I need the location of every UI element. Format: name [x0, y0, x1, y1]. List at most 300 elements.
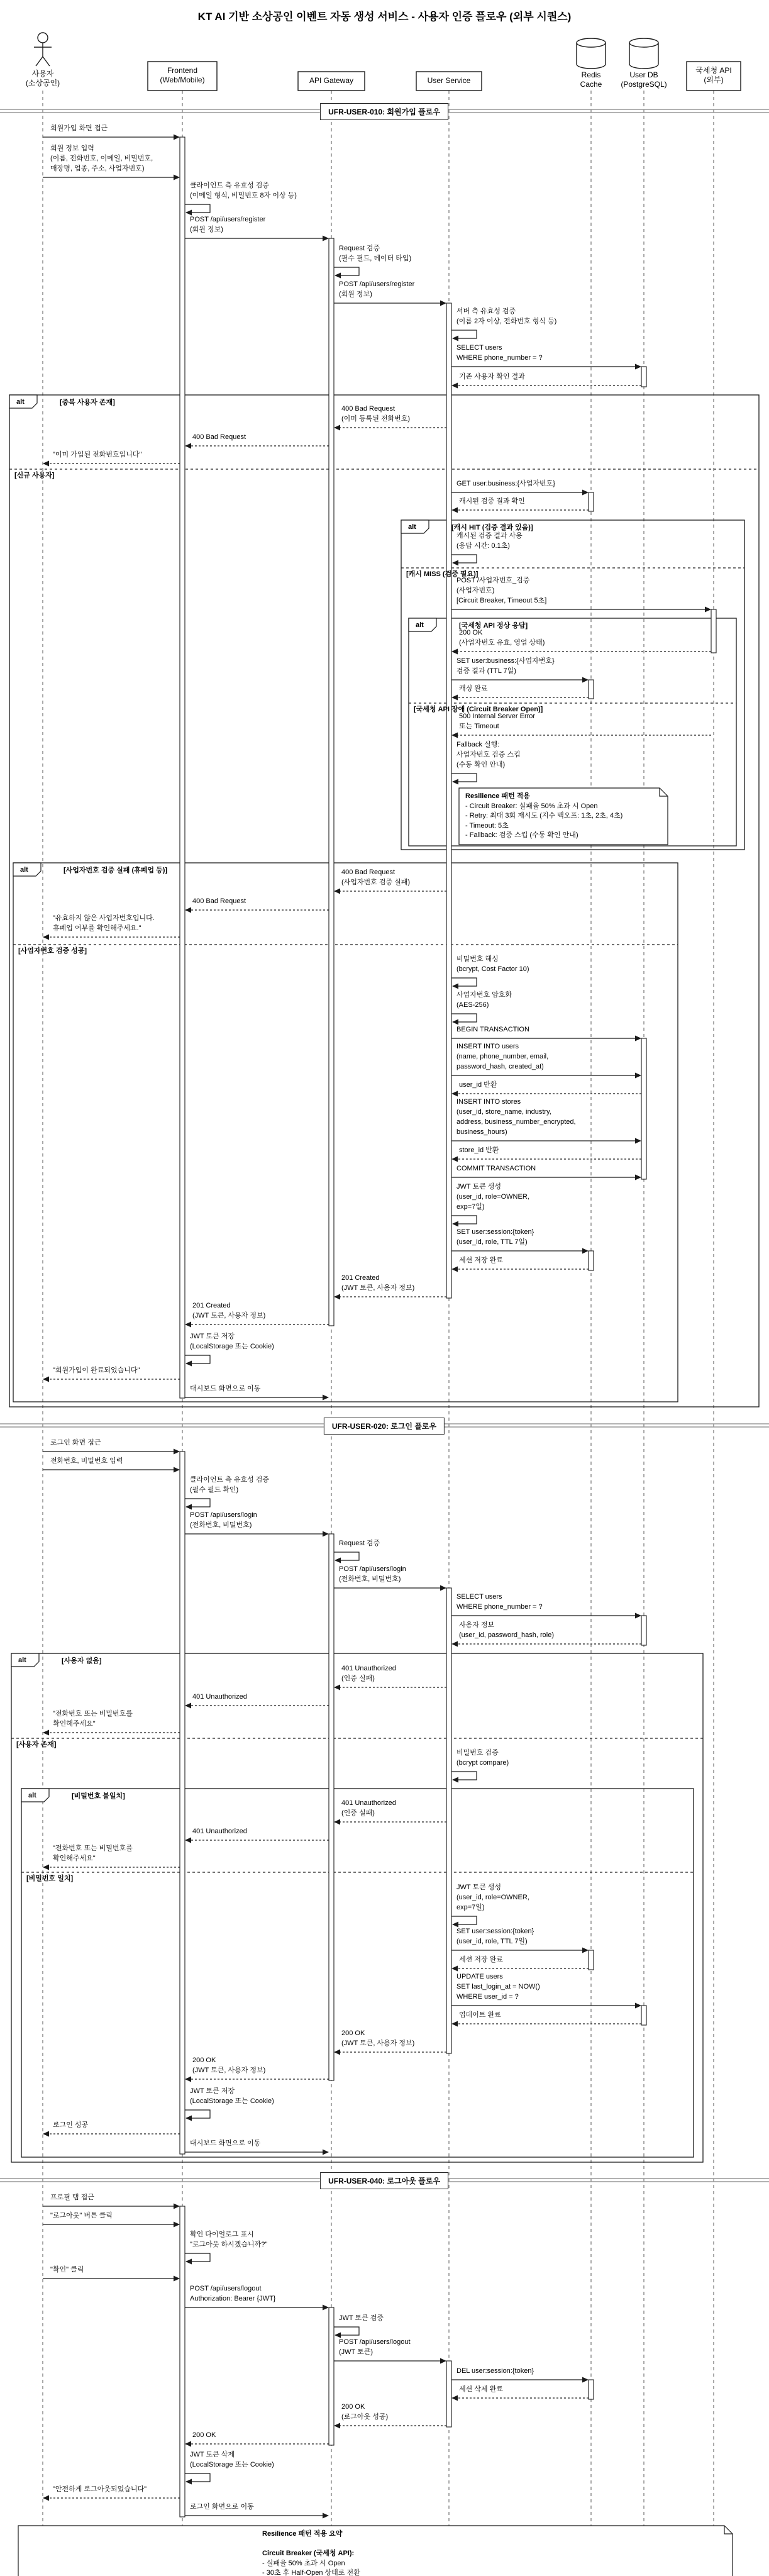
label-line: (이름, 전화번호, 이메일, 비밀번호, [50, 155, 153, 162]
message-arrowhead [451, 1267, 458, 1272]
message-label [459, 1620, 554, 1640]
label-line: [사업자번호 검증 실패 (휴폐업 등)] [64, 867, 168, 874]
self-arrowhead [452, 560, 458, 566]
message-arrowhead [323, 1531, 329, 1537]
message-label [456, 479, 555, 489]
activation-nts [711, 609, 716, 653]
self-arrowhead [335, 1558, 341, 1563]
label-line: "유효하지 않은 사업자번호입니다. [53, 914, 155, 922]
message-label [190, 2502, 254, 2512]
label-line: [사업자번호 검증 성공] [18, 947, 87, 955]
alt-operator [28, 1790, 36, 1801]
message-arrowhead [635, 2003, 641, 2009]
label-line: [중복 사용자 존재] [60, 399, 115, 406]
label-line: (name, phone_number, email, [456, 1053, 549, 1060]
label-line: 프로필 탭 접근 [50, 2194, 94, 2201]
label-line: address, business_number_encrypted, [456, 1118, 576, 1126]
label-line: (Web/Mobile) [160, 75, 205, 84]
note [465, 792, 622, 841]
activation-frontend [180, 1452, 185, 2154]
message-arrowhead [185, 1322, 191, 1328]
message-label [456, 2366, 534, 2376]
message-label [341, 1273, 414, 1293]
diagram-title: KT AI 기반 소상공인 이벤트 자동 생성 서비스 - 사용자 인증 플로우 (외부 시퀀스) [197, 11, 572, 23]
label-line: "확인" 클릭 [50, 2266, 84, 2273]
note-line: Resilience 패턴 적용 [465, 792, 531, 800]
label-line: BEGIN TRANSACTION [456, 1026, 529, 1033]
participant-label-frontend [160, 66, 204, 85]
label-line: [국세청 API 정상 응답] [459, 622, 528, 630]
alt-operator [416, 620, 424, 630]
activation-userdb [641, 367, 646, 387]
message-label [456, 954, 529, 974]
activation-redis [589, 2380, 594, 2399]
message-arrowhead [334, 425, 340, 431]
message-arrowhead [323, 2513, 329, 2519]
message-arrowhead [451, 733, 458, 738]
message-arrowhead [334, 889, 340, 894]
label-line: 기존 사용자 확인 결과 [459, 373, 525, 380]
message-label [459, 496, 525, 506]
section-divider-label: UFR-USER-040: 로그아웃 플로우 [320, 2172, 448, 2189]
message-arrowhead [185, 1838, 191, 1843]
label-line: 200 OK [341, 2029, 365, 2037]
message-label [50, 143, 153, 174]
label-line: 로그인 화면 접근 [50, 1439, 101, 1446]
label-line: 401 Unauthorized [341, 1665, 396, 1672]
message-arrowhead [174, 135, 180, 140]
label-line: (AES-256) [456, 1001, 489, 1009]
label-line: (이메일 형식, 비밀번호 8자 이상 등) [190, 192, 297, 199]
participant-label-service [428, 76, 471, 86]
label-line: (이미 등록된 전화번호) [341, 415, 411, 423]
participant-label-user [26, 69, 60, 88]
actor-leg [36, 57, 43, 66]
label-line: 비밀번호 해싱 [456, 955, 499, 963]
message-label [459, 2010, 501, 2020]
self-arrowhead [452, 1221, 458, 1227]
label-line: (이름 2자 이상, 전화번호 형식 등) [456, 318, 557, 325]
label-line: DEL user:session:{token} [456, 2367, 534, 2375]
alt-else-guard [16, 1740, 57, 1750]
label-line: (로그아웃 성공) [341, 2413, 389, 2421]
label-line: "이미 가입된 전화번호입니다" [53, 451, 142, 458]
label-line: 국세청 API [695, 66, 732, 75]
activation-userdb [641, 1038, 646, 1179]
message-arrowhead [43, 2496, 49, 2501]
label-line: 200 OK [459, 629, 483, 636]
message-arrowhead [451, 1157, 458, 1162]
message-arrowhead [174, 175, 180, 180]
label-line: 회원 정보 입력 [50, 145, 94, 152]
message-label [459, 628, 545, 648]
activation-redis [589, 1950, 594, 1970]
self-arrowhead [185, 2259, 192, 2265]
label-line: POST /api/users/register [339, 280, 415, 288]
label-line: [Circuit Breaker, Timeout 5초] [456, 597, 547, 604]
label-line: SELECT users [456, 1593, 502, 1601]
message-arrowhead [451, 1966, 458, 1972]
database-cylinder-top-redis [577, 38, 606, 47]
label-line: 세션 저장 완료 [459, 1956, 503, 1963]
message-label [459, 711, 535, 731]
label-line: 200 OK [192, 2057, 216, 2064]
label-line: 401 Unauthorized [192, 1828, 247, 1835]
message-label [192, 432, 246, 442]
message-arrowhead [43, 461, 49, 467]
label-line: 대시보드 화면으로 이동 [190, 2140, 261, 2147]
label-line: 업데이트 완료 [459, 2011, 501, 2019]
label-line: (bcrypt compare) [456, 1759, 509, 1767]
label-line: "안전하게 로그아웃되었습니다" [53, 2485, 147, 2493]
label-line: (JWT 토큰, 사용자 정보) [341, 2040, 415, 2047]
alt-guard [60, 397, 115, 408]
label-line: INSERT INTO stores [456, 1098, 521, 1106]
participant-label-redis [580, 70, 602, 89]
message-arrowhead [582, 1948, 589, 1953]
label-line: SET user:session:{token} [456, 1228, 534, 1236]
message-label [50, 2265, 84, 2275]
label-line: INSERT INTO users [456, 1043, 519, 1050]
label-line: store_id 반환 [459, 1146, 499, 1154]
actor-leg [43, 57, 50, 66]
label-line: COMMIT TRANSACTION [456, 1165, 536, 1172]
label-line: (user_id, role, TTL 7일) [456, 1938, 528, 1945]
label-line: (user_id, role, TTL 7일) [456, 1238, 528, 1246]
label-line: SET user:business:{사업자번호} [456, 657, 555, 665]
alt-else-guard [14, 470, 55, 480]
label-line: (LocalStorage 또는 Cookie) [190, 2097, 274, 2105]
message-label [339, 2337, 411, 2357]
message-arrowhead [440, 301, 446, 306]
note-line: Resilience 패턴 적용 요약 [262, 2530, 343, 2538]
message-arrowhead [185, 1703, 191, 1709]
label-line: 또는 Timeout [459, 723, 499, 730]
message-arrowhead [451, 383, 458, 389]
message-label [190, 2284, 275, 2304]
message-label [456, 1748, 509, 1768]
label-line: (PostgreSQL) [621, 80, 667, 89]
label-line: (회원 정보) [190, 226, 223, 233]
note-line: - 30초 후 Half-Open 상태로 전환 [262, 2569, 360, 2576]
message-label [339, 1538, 380, 1548]
message-label [192, 896, 246, 906]
self-arrowhead [185, 1361, 192, 1367]
label-line: 400 Bad Request [341, 869, 396, 876]
participant-label-gateway [309, 76, 353, 86]
note-line [262, 2540, 360, 2550]
label-line: 사업자번호 암호화 [456, 991, 512, 999]
label-line: Authorization: Bearer {JWT} [190, 2295, 276, 2302]
note-line: - 실패율 50% 초과 시 Open [262, 2559, 345, 2567]
label-line: [캐시 MISS (검증 필요)] [406, 570, 479, 578]
label-line: (user_id, role=OWNER, [456, 1894, 529, 1901]
label-line: 서버 측 유효성 검증 [456, 308, 516, 315]
activation-userdb [641, 1616, 646, 1645]
label-line: (전화번호, 비밀번호) [190, 1521, 252, 1529]
message-arrowhead [323, 2305, 329, 2311]
label-line: POST /api/users/login [339, 1565, 406, 1573]
message-label [339, 2313, 384, 2323]
label-line: WHERE user_id = ? [456, 1993, 519, 2001]
message-arrowhead [174, 1449, 180, 1455]
participant-label-userdb [621, 70, 667, 89]
self-arrowhead [185, 2116, 192, 2121]
activation-frontend [180, 137, 185, 1398]
message-label [456, 575, 546, 606]
alt-frame [13, 863, 678, 1402]
label-line: 확인해주세요" [53, 1720, 96, 1728]
actor-head [38, 33, 48, 43]
label-line: "회원가입이 완료되었습니다" [53, 1367, 140, 1374]
label-line: [캐시 HIT (검증 결과 있음)] [451, 524, 533, 531]
label-line: 캐시된 검증 결과 사용 [456, 532, 523, 540]
label-line: Request 검증 [339, 245, 380, 252]
message-label [459, 372, 525, 382]
message-label [339, 1564, 406, 1584]
section-divider-label: UFR-USER-010: 회원가입 플로우 [320, 103, 448, 120]
label-line: user_id 반환 [459, 1081, 497, 1089]
message-arrowhead [705, 607, 711, 613]
message-label [190, 180, 297, 201]
label-line: 전화번호, 비밀번호 입력 [50, 1457, 123, 1465]
activation-redis [589, 680, 594, 699]
label-line: (LocalStorage 또는 Cookie) [190, 1343, 274, 1350]
message-label [53, 913, 155, 933]
self-arrowhead [452, 779, 458, 785]
message-label [192, 1826, 247, 1836]
alt-guard [62, 1656, 102, 1666]
message-arrowhead [174, 1467, 180, 1473]
label-line: alt [416, 621, 424, 629]
activation-gateway [329, 2307, 334, 2445]
label-line: [사용자 없음] [62, 1657, 102, 1665]
message-label [190, 214, 265, 235]
message-label [459, 1080, 497, 1090]
activation-service [446, 303, 451, 1298]
label-line: (인증 실패) [341, 1675, 375, 1682]
message-label [456, 343, 543, 363]
label-line: [비밀번호 일치] [26, 1875, 74, 1882]
self-arrowhead [452, 984, 458, 989]
message-arrowhead [174, 2222, 180, 2228]
label-line: password_hash, created_at) [456, 1063, 544, 1070]
message-label [190, 1510, 257, 1530]
label-line: 세션 삭제 완료 [459, 2385, 503, 2393]
label-line: 매장명, 업종, 주소, 사업자번호) [50, 165, 145, 172]
message-label [456, 1097, 576, 1137]
alt-else-guard [26, 1874, 73, 1884]
label-line: 클라이언트 측 유효성 검증 [190, 1476, 270, 1484]
label-line: POST /api/users/login [190, 1511, 257, 1519]
message-label [341, 1663, 396, 1684]
message-arrowhead [323, 1395, 329, 1401]
label-line: JWT 토큰 삭제 [190, 2451, 235, 2458]
label-line: 사업자번호 검증 스킵 [456, 751, 521, 758]
message-arrowhead [43, 2131, 49, 2137]
message-label [456, 990, 512, 1010]
message-arrowhead [451, 695, 458, 701]
label-line: Frontend [167, 66, 198, 75]
label-line: 회원가입 화면 접근 [50, 125, 108, 132]
message-label [192, 1301, 265, 1321]
label-line: WHERE phone_number = ? [456, 1603, 543, 1611]
label-line: 캐시된 검증 결과 확인 [459, 497, 525, 505]
message-arrowhead [334, 2050, 340, 2055]
message-label [341, 2028, 414, 2048]
label-line: 400 Bad Request [341, 405, 396, 413]
message-arrowhead [43, 1377, 49, 1382]
label-line: (LocalStorage 또는 Cookie) [190, 2461, 274, 2468]
section-divider-label: UFR-USER-020: 로그인 플로우 [324, 1418, 445, 1435]
message-arrowhead [582, 677, 589, 683]
label-line: Request 검증 [339, 1540, 380, 1547]
message-label [53, 450, 141, 460]
message-arrowhead [334, 1819, 340, 1825]
label-line: 클라이언트 측 유효성 검증 [190, 182, 270, 189]
label-line: 201 Created [192, 1302, 231, 1309]
label-line: 201 Created [341, 1274, 380, 1282]
message-label [459, 1255, 503, 1265]
label-line: (bcrypt, Cost Factor 10) [456, 965, 529, 973]
label-line: 500 Internal Server Error [459, 713, 536, 720]
message-label [456, 1163, 536, 1174]
label-line: JWT 토큰 생성 [456, 1884, 502, 1891]
message-label [50, 123, 108, 133]
label-line: (필수 필드, 데이터 타입) [339, 255, 412, 262]
self-arrowhead [185, 2479, 192, 2485]
message-label [456, 306, 556, 326]
label-line: (회원 정보) [339, 291, 372, 298]
message-label [50, 2211, 113, 2221]
message-arrowhead [635, 1073, 641, 1079]
message-arrowhead [635, 1175, 641, 1180]
activation-gateway [329, 238, 334, 1326]
message-label [190, 1384, 260, 1394]
message-arrowhead [635, 364, 641, 370]
label-line: "로그아웃 하시겠습니까?" [190, 2241, 268, 2248]
label-line: 로그인 화면으로 이동 [190, 2503, 254, 2511]
message-label [190, 2229, 267, 2250]
message-label [456, 1926, 534, 1946]
message-arrowhead [43, 935, 49, 940]
message-arrowhead [451, 508, 458, 513]
message-arrowhead [451, 2396, 458, 2401]
self-arrowhead [452, 336, 458, 341]
label-line: 세션 저장 완료 [459, 1257, 503, 1264]
message-arrowhead [174, 2204, 180, 2209]
label-line: 200 OK [341, 2403, 365, 2411]
message-label [53, 1843, 133, 1863]
label-line: (인증 실패) [341, 1809, 375, 1817]
message-arrowhead [334, 2423, 340, 2429]
message-label [459, 2384, 503, 2394]
label-line: (응답 시간: 0.1초) [456, 542, 510, 550]
note-line: - Retry: 최대 3회 재시도 (지수 백오프: 1초, 2초, 4초) [465, 812, 623, 819]
activation-service [446, 1588, 451, 2053]
label-line: (수동 확인 안내) [456, 761, 506, 769]
label-line: POST /사업자번호_검증 [456, 577, 530, 584]
alt-operator [408, 522, 416, 532]
label-line: JWT 토큰 검증 [339, 2314, 384, 2322]
label-line: (JWT 토큰, 사용자 정보) [341, 1284, 415, 1292]
note-line: - Timeout: 5초 [465, 821, 509, 830]
label-line: JWT 토큰 저장 [190, 1333, 235, 1340]
activation-redis [589, 1251, 594, 1270]
note-line: - Fallback: 검증 스킵 (수동 확인 안내) [465, 831, 578, 839]
message-arrowhead [635, 1036, 641, 1041]
message-label [456, 1592, 543, 1612]
label-line: 비밀번호 검증 [456, 1749, 499, 1757]
label-line: User DB [629, 70, 658, 79]
message-label [192, 1692, 247, 1702]
message-arrowhead [440, 2358, 446, 2364]
message-arrowhead [451, 1641, 458, 1647]
message-arrowhead [334, 1294, 340, 1300]
message-arrowhead [185, 908, 191, 913]
message-label [456, 1972, 540, 2002]
label-line: Cache [580, 80, 602, 89]
label-line: "로그아웃" 버튼 클릭 [50, 2212, 113, 2219]
label-line: 확인해주세요" [53, 1855, 96, 1862]
message-label [341, 404, 410, 424]
label-line: (사업자번호 검증 실패) [341, 879, 411, 886]
label-line: Fallback 실행: [456, 741, 500, 748]
message-label [50, 1456, 123, 1466]
label-line: SELECT users [456, 344, 502, 352]
label-line: 확인 다이얼로그 표시 [190, 2231, 254, 2238]
database-cylinder-top-userdb [629, 38, 658, 47]
note-box [18, 2526, 733, 2576]
alt-frame [11, 1653, 703, 2162]
label-line: (전화번호, 비밀번호) [339, 1575, 401, 1583]
message-arrowhead [43, 1730, 49, 1736]
alt-frame [9, 395, 759, 1407]
message-label [53, 2120, 88, 2130]
message-label [456, 1182, 529, 1212]
message-label [190, 2086, 274, 2106]
message-label [456, 531, 523, 551]
message-arrowhead [174, 2276, 180, 2282]
label-line: (user_id, store_name, industry, [456, 1108, 551, 1116]
label-line: business_hours) [456, 1128, 507, 1136]
message-arrowhead [440, 1585, 446, 1591]
label-line: alt [408, 523, 416, 531]
label-line: GET user:business:{사업자번호} [456, 480, 555, 487]
label-line: (JWT 토큰, 사용자 정보) [192, 2067, 266, 2074]
self-arrowhead [185, 1504, 192, 1510]
label-line: (user_id, role=OWNER, [456, 1193, 529, 1201]
label-line: exp=7일) [456, 1203, 485, 1211]
label-line: [비밀번호 불일치] [72, 1792, 125, 1800]
message-arrowhead [185, 2077, 191, 2082]
message-label [459, 684, 488, 694]
label-line: WHERE phone_number = ? [456, 354, 543, 362]
note [262, 2529, 360, 2576]
message-label [341, 1798, 396, 1818]
message-arrowhead [582, 1248, 589, 1254]
label-line: 사용자 [31, 69, 54, 78]
label-line: exp=7일) [456, 1904, 485, 1911]
activation-frontend [180, 2206, 185, 2517]
message-label [456, 1024, 529, 1035]
label-line: 대시보드 화면으로 이동 [190, 1385, 261, 1392]
alt-operator [16, 397, 25, 407]
message-label [53, 2484, 147, 2494]
label-line: JWT 토큰 저장 [190, 2087, 235, 2095]
message-label [190, 1331, 274, 1352]
alt-guard [64, 865, 167, 875]
